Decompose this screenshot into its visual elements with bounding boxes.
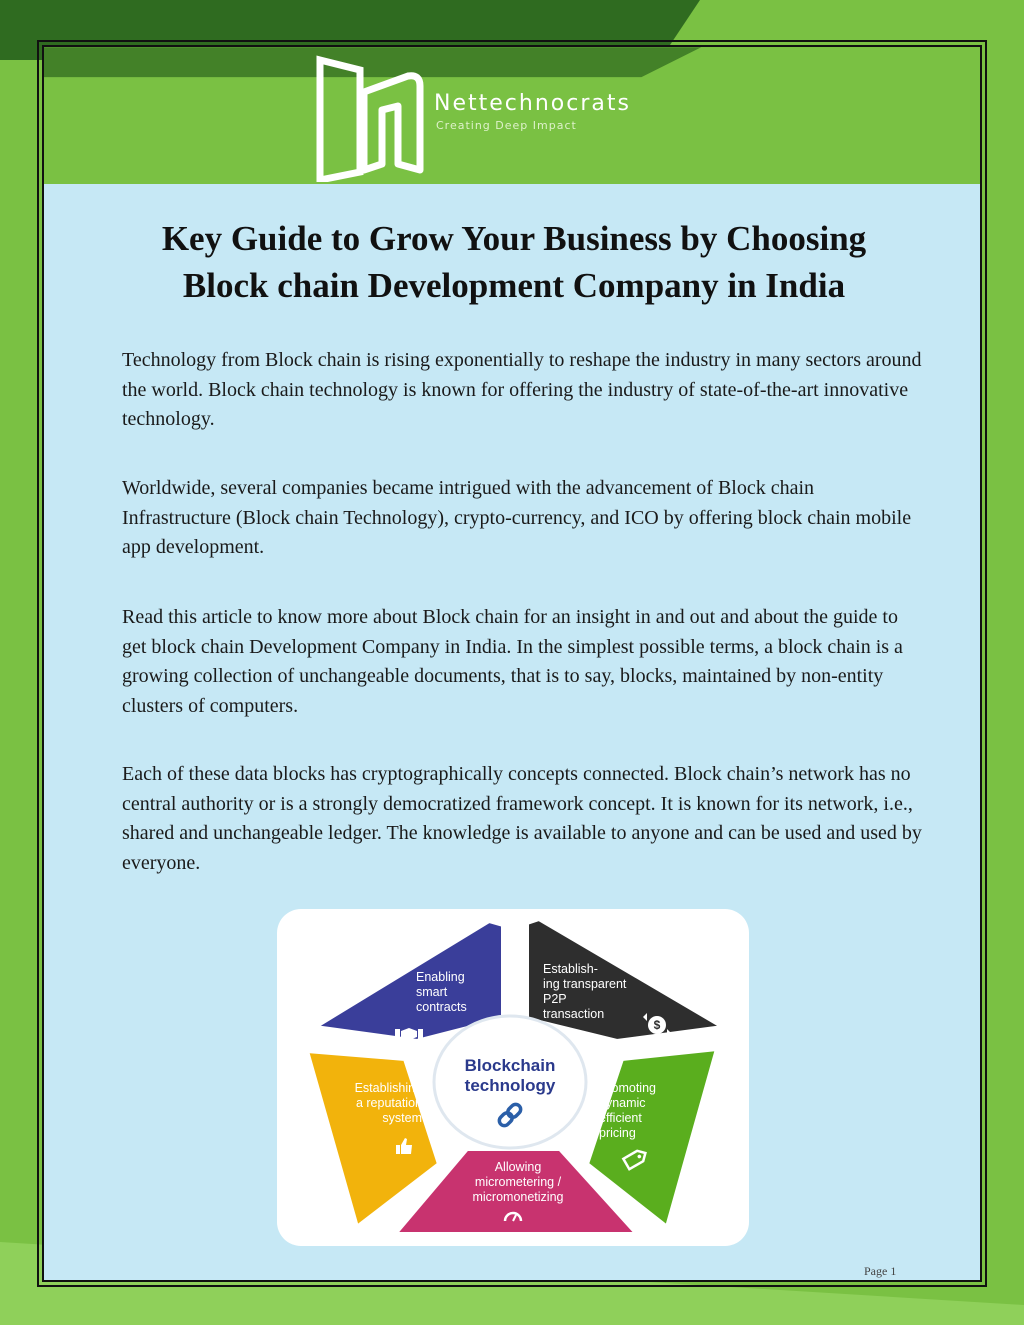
page-title (94, 215, 934, 309)
p2p-line-3: P2P (543, 992, 567, 1006)
reputation-line-3: system (382, 1111, 422, 1125)
handshake-icon (395, 1028, 423, 1040)
title-line-2: Block chain Development Company in India (182, 266, 846, 305)
micro-line-2: micrometering / (474, 1175, 562, 1189)
p2p-line-4: transaction (543, 1007, 605, 1021)
paragraph-3: Read this article to know more about Block chain for an insight in and out and about the guide to get block chain Development Company in India. In the simplest possible terms, a block chain is a growing collection of unchangeable documents, that is to say, blocks, maintained by non-entity clusters of computers. (122, 606, 903, 717)
pricing-line-3: efficient (599, 1111, 642, 1125)
page-number: Page 1 (864, 1264, 897, 1278)
smart-contracts-line-2: smart (416, 985, 448, 999)
pricing-line-4: pricing (599, 1126, 636, 1140)
paragraph-2: Worldwide, several companies became intrigued with the advancement of Block chain Infrastructure (Block chain Technology), crypto-currency, and ICO by offering block chain mobile app development. (122, 477, 912, 558)
nettechnocrats-logo (312, 52, 442, 182)
p2p-line-2: ing transparent (543, 977, 627, 991)
smart-contracts-line-1: Enabling (416, 970, 465, 984)
smart-contracts-line-3: contracts (416, 1000, 467, 1014)
segment-reputation-system (307, 1051, 439, 1227)
pricing-line-1: Promoting (599, 1081, 656, 1095)
blockchain-diagram-svg (277, 909, 749, 1246)
brand-name: Nettechnocrats (434, 91, 631, 116)
paragraph-4: Each of these data blocks has cryptographically concepts connected. Block chain’s network has no central authority or is a strongly democratized framework concept. It is known for its network, i.e., shared and unchangeable ledger. The knowledge is available to anyone and can be used and used by everyone. (122, 763, 922, 874)
title-line-1: Key Guide to Grow Your Business by Choosing (161, 219, 867, 258)
micro-line-3: micromonetizing (472, 1190, 564, 1204)
center-label-2: technology (464, 1076, 556, 1095)
svg-text:$: $ (653, 1018, 661, 1032)
p2p-line-1: Establish- (543, 962, 598, 976)
center-label-1: Blockchain (464, 1056, 556, 1075)
reputation-line-2: a reputation (355, 1096, 422, 1110)
page (42, 45, 982, 1282)
pricing-line-2: dynamic (599, 1096, 646, 1110)
reputation-line-1: Establishing (354, 1081, 422, 1095)
paragraph-1: Technology from Block chain is rising exponentially to reshape the industry in many sectors around the world. Block chain technology is known for offering the industry of state-of-the-art innovative technology. (122, 349, 922, 430)
brand-tagline: Creating Deep Impact (436, 119, 577, 132)
micro-line-1: Allowing (494, 1160, 542, 1174)
blockchain-diagram (277, 909, 749, 1246)
